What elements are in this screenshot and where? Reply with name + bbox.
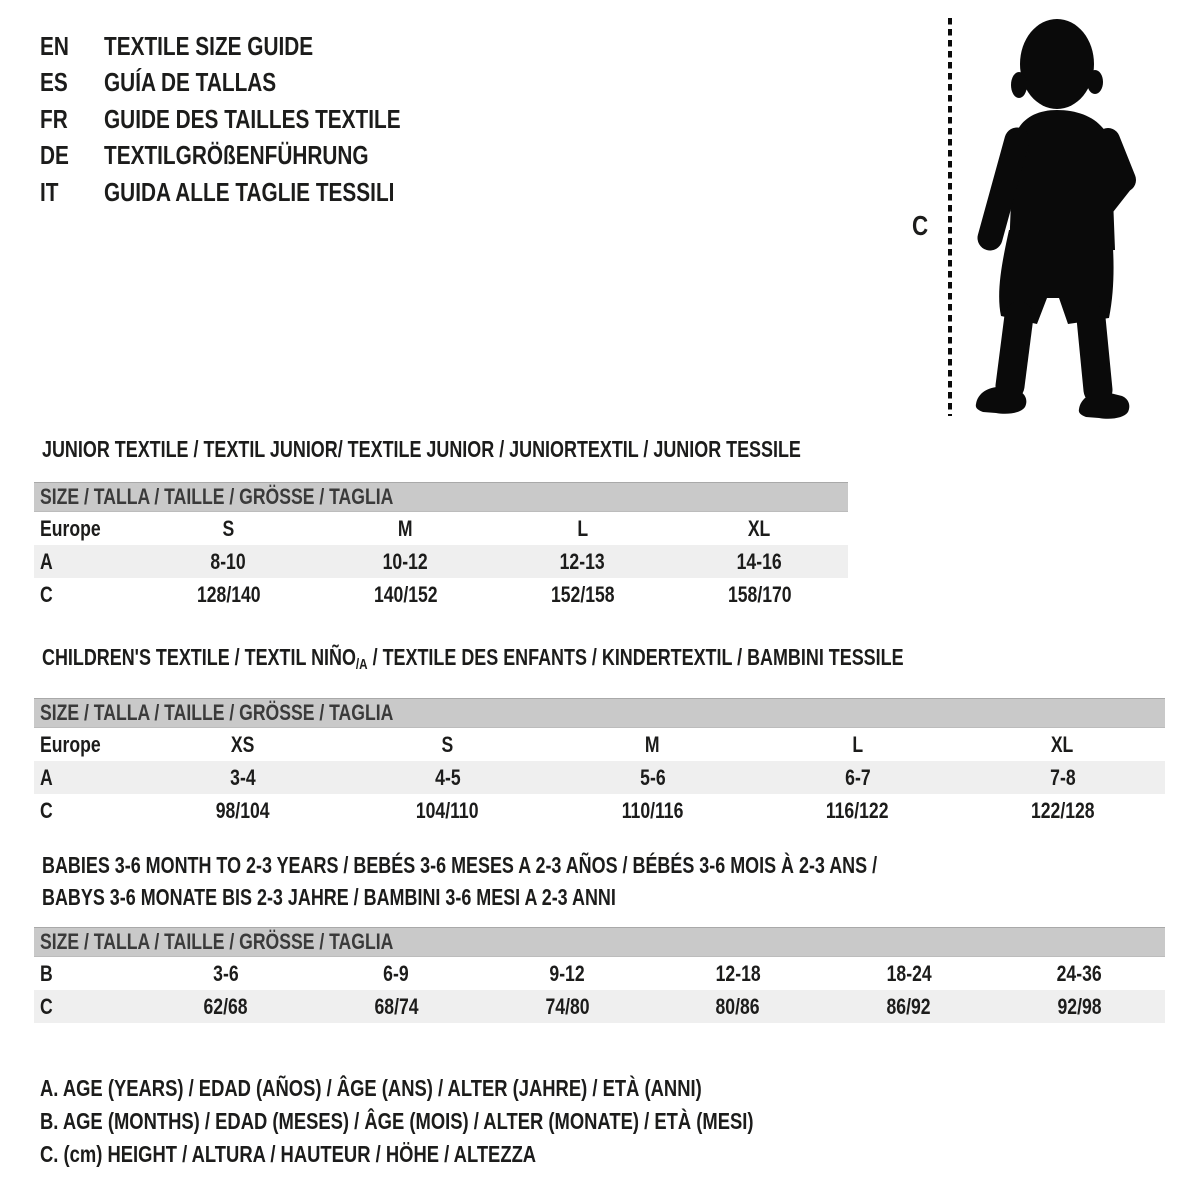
childrens-size-table: [34, 698, 1165, 827]
height-value: 74/80: [545, 993, 590, 1019]
junior-size-table: [34, 482, 848, 611]
table-row-age: [34, 761, 1165, 794]
size-header-bar: [34, 927, 1165, 957]
height-value: 152/158: [550, 581, 615, 607]
height-value: 62/68: [203, 993, 248, 1019]
guide-title-de: TEXTILGRÖßENFÜHRUNG: [104, 140, 369, 171]
legend-line-c: C. (cm) HEIGHT / ALTURA / HAUTEUR / HÖHE / ALTEZZA: [40, 1141, 537, 1167]
table-row-height: [34, 990, 1165, 1023]
age-value: 14-16: [736, 548, 783, 574]
table-row-months: [34, 957, 1165, 990]
age-value: 6-7: [844, 764, 871, 790]
childrens-textile-section: [34, 644, 1165, 827]
babies-title-line-2: BABYS 3-6 MONATE BIS 2-3 JAHRE / BAMBINI 3-6 MESI A 2-3 ANNI: [42, 884, 616, 910]
legend-line-b: B. AGE (MONTHS) / EDAD (MESES) / ÂGE (MOIS) / ALTER (MONATE) / ETÀ (MESI): [40, 1108, 754, 1134]
row-label: Europe: [40, 515, 101, 541]
size-value: M: [645, 731, 660, 757]
height-value: 110/116: [621, 797, 684, 823]
height-value: 128/140: [196, 581, 261, 607]
age-value: 3-4: [229, 764, 256, 790]
months-value: 9-12: [549, 960, 585, 986]
childrens-section-title: CHILDREN'S TEXTILE / TEXTIL NIÑO/A / TEXTILE DES ENFANTS / KINDERTEXTIL / BAMBINI TESSILE: [42, 644, 904, 673]
table-row-age: [34, 545, 848, 578]
language-code: FR: [40, 103, 68, 134]
size-header-label: SIZE / TALLA / TAILLE / GRÖSSE / TAGLIA: [40, 700, 394, 725]
age-value: 8-10: [210, 548, 247, 574]
language-row-en: [40, 28, 401, 65]
height-value: 86/92: [886, 993, 931, 1019]
junior-section-title: JUNIOR TEXTILE / TEXTIL JUNIOR/ TEXTILE JUNIOR / JUNIORTEXTIL / JUNIOR TESSILE: [42, 436, 801, 462]
size-header-label: SIZE / TALLA / TAILLE / GRÖSSE / TAGLIA: [40, 484, 394, 509]
size-value: XL: [748, 515, 771, 541]
language-row-de: [40, 138, 401, 175]
table-row-height: [34, 794, 1165, 827]
months-value: 6-9: [383, 960, 409, 986]
language-title-list: [40, 28, 491, 211]
months-value: 18-24: [886, 960, 932, 986]
age-value: 10-12: [382, 548, 429, 574]
height-figure: [900, 0, 1200, 440]
size-header-label: SIZE / TALLA / TAILLE / GRÖSSE / TAGLIA: [40, 929, 394, 954]
junior-textile-section: [34, 436, 848, 611]
row-label: C: [40, 797, 53, 823]
size-value: M: [398, 515, 413, 541]
guide-title-en: TEXTILE SIZE GUIDE: [104, 30, 314, 61]
height-value: 122/128: [1030, 797, 1095, 823]
height-value: 68/74: [374, 993, 419, 1019]
age-value: 12-13: [559, 548, 606, 574]
guide-title-fr: GUIDE DES TAILLES TEXTILE: [104, 103, 401, 134]
height-value: 98/104: [215, 797, 270, 823]
guide-title-es: GUÍA DE TALLAS: [104, 67, 277, 98]
language-code: ES: [40, 67, 68, 98]
size-value: S: [441, 731, 454, 757]
row-label: B: [40, 960, 53, 986]
row-label: A: [40, 548, 53, 574]
height-value: 104/110: [416, 797, 479, 823]
months-value: 12-18: [715, 960, 761, 986]
babies-section-title: [42, 849, 918, 913]
size-value: XL: [1051, 731, 1074, 757]
height-value: 158/170: [727, 581, 792, 607]
language-row-es: [40, 65, 401, 102]
language-row-fr: [40, 101, 401, 138]
age-value: 5-6: [639, 764, 666, 790]
table-row-europe: [34, 512, 848, 545]
row-label: Europe: [40, 731, 101, 757]
language-code: IT: [40, 176, 59, 207]
row-label: A: [40, 764, 53, 790]
nino-a-subscript: /A: [355, 656, 368, 673]
size-value: L: [852, 731, 863, 757]
language-row-it: [40, 174, 401, 211]
measure-legend: [40, 1072, 932, 1171]
height-value: 80/86: [715, 993, 760, 1019]
height-value: 116/122: [826, 797, 889, 823]
toddler-silhouette-icon: [900, 0, 1200, 440]
babies-textile-section: [34, 849, 1165, 1023]
babies-title-line-1: BABIES 3-6 MONTH TO 2-3 YEARS / BEBÉS 3-6 MESES A 2-3 AÑOS / BÉBÉS 3-6 MOIS À 2-3 ANS /: [42, 852, 878, 878]
height-value: 92/98: [1057, 993, 1102, 1019]
size-value: XS: [230, 731, 255, 757]
size-value: S: [222, 515, 235, 541]
toddler-silhouette-shape: [976, 19, 1130, 419]
guide-title-it: GUIDA ALLE TAGLIE TESSILI: [104, 176, 395, 207]
table-row-height: [34, 578, 848, 611]
age-value: 7-8: [1049, 764, 1076, 790]
months-value: 3-6: [212, 960, 239, 986]
height-value: 140/152: [373, 581, 438, 607]
legend-line-a: A. AGE (YEARS) / EDAD (AÑOS) / ÂGE (ANS) / ALTER (JAHRE) / ETÀ (ANNI): [40, 1075, 702, 1101]
row-label: C: [40, 581, 53, 607]
measure-c-label: C: [912, 210, 929, 241]
months-value: 24-36: [1057, 960, 1103, 986]
table-row-europe: [34, 728, 1165, 761]
language-code: DE: [40, 140, 69, 171]
babies-size-table: [34, 927, 1165, 1023]
size-header-bar: [34, 698, 1165, 728]
size-header-bar: [34, 482, 848, 512]
age-value: 4-5: [434, 764, 461, 790]
row-label: C: [40, 993, 53, 1019]
language-code: EN: [40, 30, 69, 61]
size-value: L: [577, 515, 588, 541]
